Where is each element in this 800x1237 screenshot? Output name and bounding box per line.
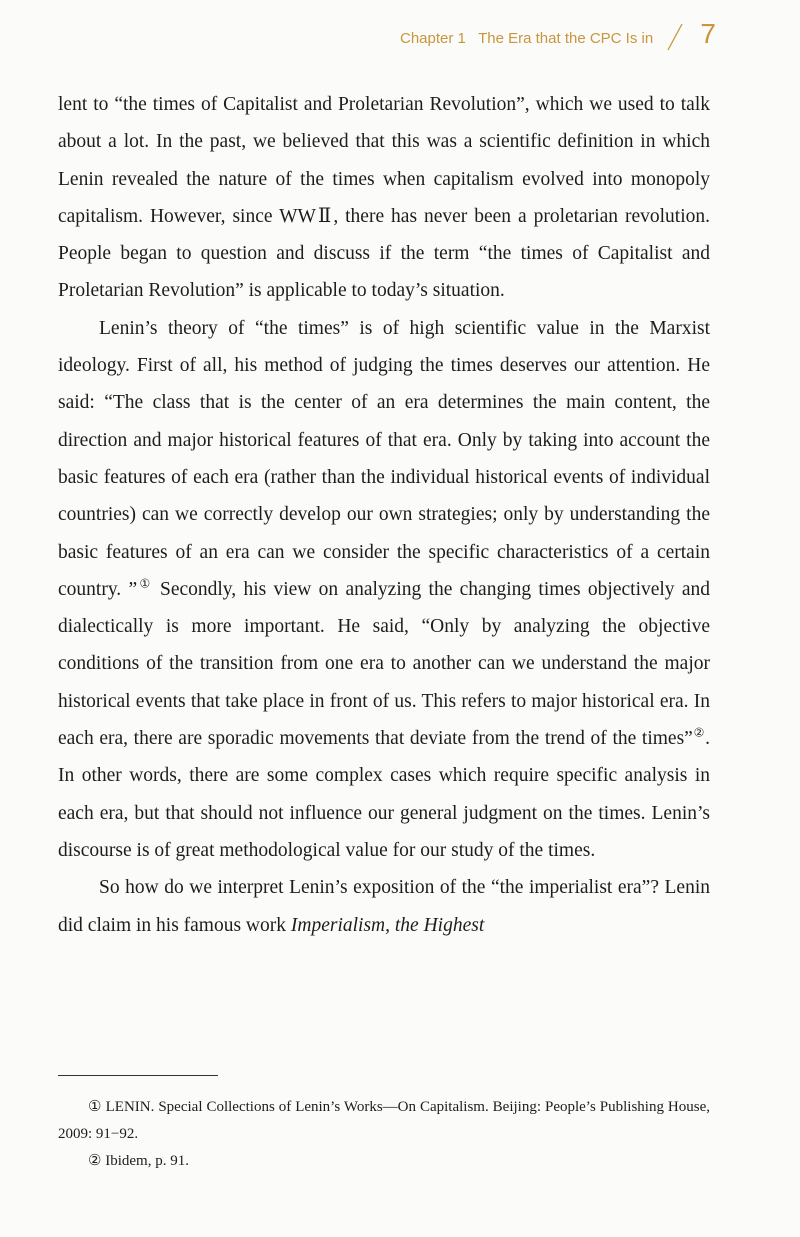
footnote-ref-1: ① bbox=[137, 576, 153, 591]
chapter-label: Chapter 1 bbox=[400, 30, 466, 47]
paragraph-2 bbox=[58, 310, 710, 869]
body-text bbox=[58, 86, 710, 944]
paragraph-2-part-c: . In other words, there are some complex cases which require specific analysis in each era, but that should not influence our general judgment on the times. Lenin’s discourse is of great methodological value for our study of the times. bbox=[58, 728, 711, 861]
footnote-2-text: Ibidem, p. 91. bbox=[101, 1153, 189, 1169]
page-number: 7 bbox=[700, 18, 716, 49]
paragraph-2-part-b: Secondly, his view on analyzing the changing times objectively and dialectically is more important. He said, “Only by analyzing the objective conditions of the transition from one era to another can we understand the major historical events that take place in front of us. This refers to major historical era. In each era, there are sporadic movements that deviate from the trend of the times” bbox=[58, 578, 710, 750]
header-slash-divider bbox=[662, 22, 688, 52]
footnote-2-mark: ② bbox=[88, 1153, 102, 1169]
running-header bbox=[400, 30, 653, 47]
paragraph-3 bbox=[58, 869, 710, 944]
chapter-title: The Era that the CPC Is in bbox=[478, 30, 654, 47]
footnote-2 bbox=[58, 1148, 710, 1175]
footnote-ref-2: ② bbox=[692, 725, 706, 740]
footnotes bbox=[58, 1094, 710, 1175]
book-title: Imperialism, the Highest bbox=[290, 914, 485, 936]
footnote-1 bbox=[58, 1094, 710, 1148]
footnote-1-text: LENIN. Special Collections of Lenin’s Works—On Capitalism. Beijing: People’s Publishing House, 2009: 91−92. bbox=[58, 1099, 710, 1142]
paragraph-3-text: So how do we interpret Lenin’s exposition of the “the imperialist era”? Lenin did claim in his famous work bbox=[58, 877, 710, 936]
footnote-1-mark: ① bbox=[88, 1099, 102, 1115]
paragraph-1: lent to “the times of Capitalist and Proletarian Revolution”, which we used to talk about a lot. In the past, we believed that this was a scientific definition in which Lenin revealed the nature of the times when capitalism evolved into monopoly capitalism. However, since WWⅡ, there has never been a proletarian revolution. People began to question and discuss if the term “the times of Capitalist and Proletarian Revolution” is applicable to today’s situation. bbox=[58, 94, 710, 302]
footnote-divider bbox=[58, 1075, 218, 1076]
paragraph-2-part-a: Lenin’s theory of “the times” is of high scientific value in the Marxist ideology. First of all, his method of judging the times deserves our attention. He said: “The class that is the center of an era determines the main content, the direction and major historical features of that era. Only by taking into account the basic features of each era (rather than the individual historical events of individual countries) can we correctly develop our own strategies; only by understanding the basic features of an era can we consider the specific characteristics of a certain country. ” bbox=[58, 317, 710, 600]
